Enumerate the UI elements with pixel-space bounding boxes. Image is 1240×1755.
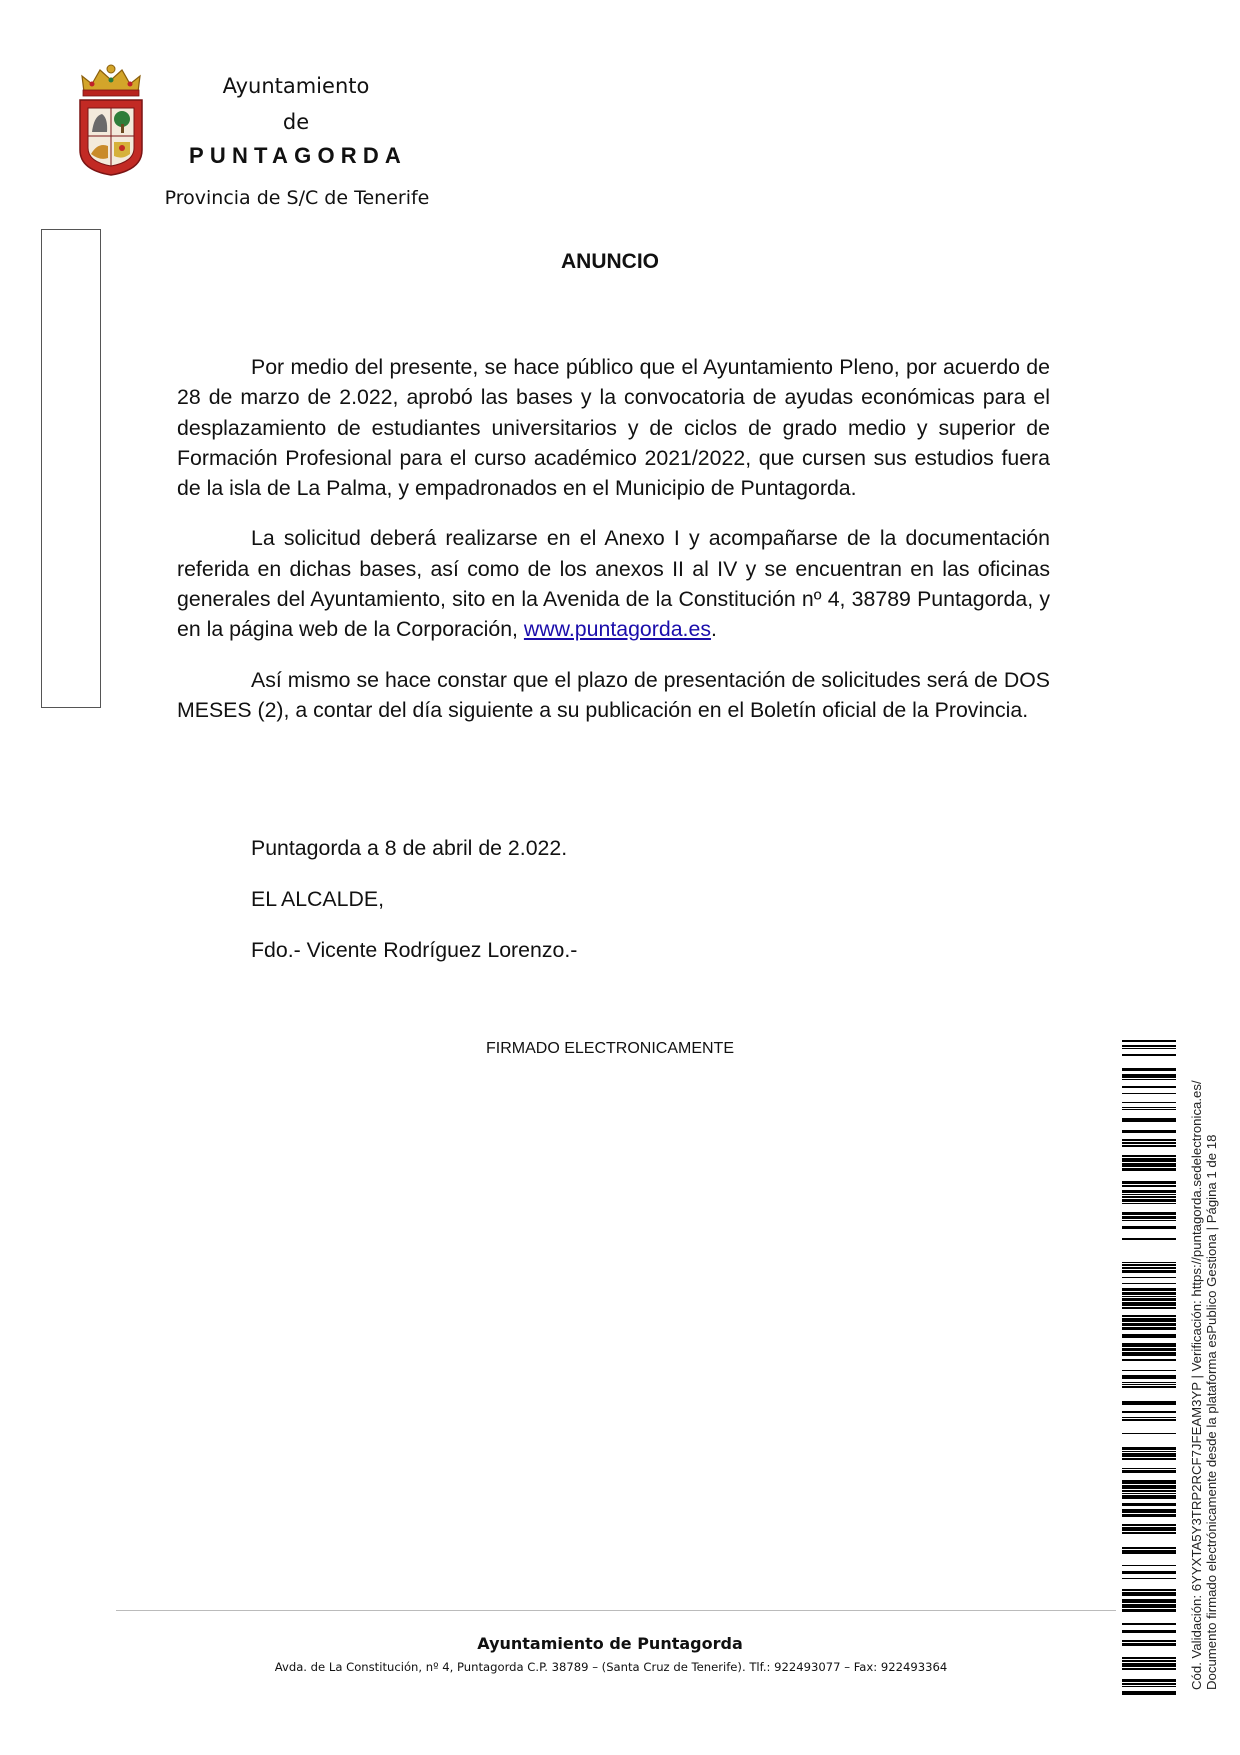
paragraph-3: Así mismo se hace constar que el plazo de presentación de solicitudes será de DOS MESES (2), a contar del día siguiente a su publicación en el Boletín oficial de la Provincia. <box>177 667 1050 722</box>
verification-line-2: Documento firmado electrónicamente desde la plataforma esPublico Gestiona | Página 1 de 18 <box>1204 1134 1219 1690</box>
electronic-signature-note: FIRMADO ELECTRONICAMENTE <box>485 1040 734 1057</box>
org-name: PUNTAGORDA <box>188 143 408 168</box>
footer-divider <box>116 1610 1116 1611</box>
page-title: ANUNCIO <box>561 250 659 273</box>
paragraph-2-text: La solicitud deberá realizarse en el Anexo I y acompañarse de la documentación referida en dichas bases, así como de los anexos II al IV y se encuentran en las oficinas generales del Ayuntamiento, sito en la Avenida de la Constitución nº 4, 38789 Puntagorda, y en la página web de la Corporación, <box>177 526 1050 642</box>
closing-date: Puntagorda a 8 de abril de 2.022. <box>251 836 568 860</box>
verification-line-1: Cód. Validación: 6YYXTA5Y3TRP2RCF7JFEAM3YP | Verificación: https://puntagorda.sedelectronica.es/ <box>1189 1080 1204 1690</box>
footer-address: Avda. de La Constitución, nº 4, Puntagorda C.P. 38789 – (Santa Cruz de Tenerife). Tlf.: 922493077 – Fax: 922493364 <box>274 1660 948 1674</box>
closing-role: EL ALCALDE, <box>251 887 384 911</box>
closing-signature: Fdo.- Vicente Rodríguez Lorenzo.- <box>251 938 578 962</box>
org-line2: de <box>282 110 310 134</box>
registry-stamp-box <box>41 229 101 708</box>
org-line1: Ayuntamiento <box>222 74 370 98</box>
coat-of-arms-icon <box>76 62 146 178</box>
website-link[interactable]: www.puntagorda.es <box>523 617 711 642</box>
verification-text <box>1189 1050 1233 1690</box>
paragraph-1: Por medio del presente, se hace público que el Ayuntamiento Pleno, por acuerdo de 28 de marzo de 2.022, aprobó las bases y la convocatoria de ayudas económicas para el desplazamiento de estudiantes universitarios y de ciclos de grado medio y superior de Formación Profesional para el curso académico 2021/2022, que cursen sus estudios fuera de la isla de La Palma, y empadronados en el Municipio de Puntagorda. <box>177 355 1050 501</box>
paragraph-2-end: . <box>710 617 717 642</box>
footer-org-name: Ayuntamiento de Puntagorda <box>477 1634 743 1653</box>
document-body <box>177 352 1050 745</box>
paragraph-2 <box>177 523 1050 644</box>
barcode-icon <box>1122 1040 1176 1695</box>
org-province: Provincia de S/C de Tenerife <box>164 187 430 209</box>
